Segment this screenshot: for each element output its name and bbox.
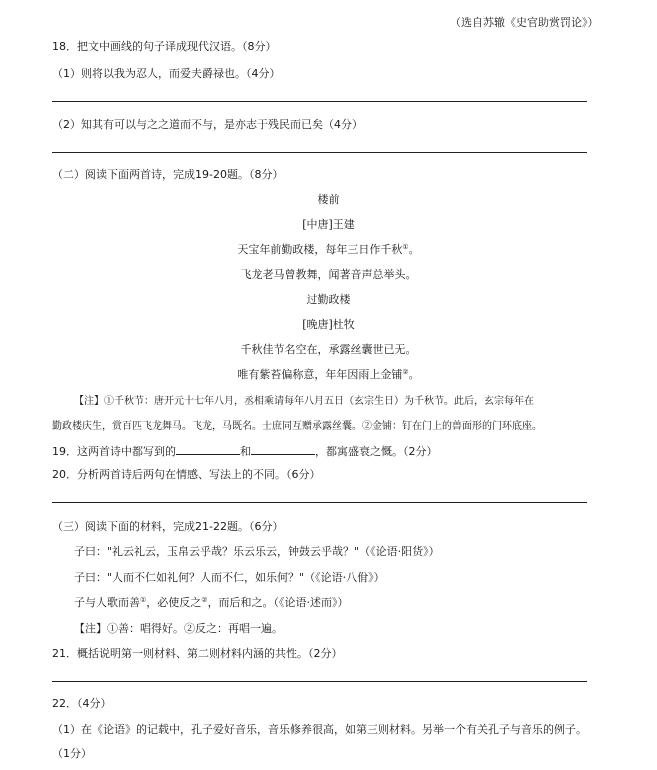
poem-2-line-1: 千秋佳节名空在，承露丝囊世已无。 xyxy=(240,343,417,356)
footnote-mark: ① xyxy=(140,596,147,604)
poem-1-title: 楼前 xyxy=(317,193,340,206)
answer-line xyxy=(52,681,587,682)
material-3: 子与人歌而善①，必使反之②，而后和之。（《论语·述而》） xyxy=(74,596,349,609)
answer-line xyxy=(52,502,587,503)
answer-line xyxy=(52,101,587,102)
poem-1-line-2: 飞龙老马曾教舞，闻著音声总举头。 xyxy=(240,268,417,281)
question-18-sub1: （1）则将以我为忍人，而爱夫爵禄也。（4分） xyxy=(52,67,281,80)
question-22-sub1-score: （1分） xyxy=(52,747,92,760)
material-note: 【注】①善：唱得好。②反之：再唱一遍。 xyxy=(74,622,283,635)
question-21: 21．概括说明第一则材料、第二则材料内涵的共性。（2分） xyxy=(52,647,343,660)
section-2-intro: （二）阅读下面两首诗，完成19-20题。（8分） xyxy=(52,168,284,181)
question-19: 19．这两首诗中都写到的 和 ，都寓盛衰之慨。（2分） xyxy=(52,445,438,458)
question-18-title: 18．把文中画线的句子译成现代汉语。（8分） xyxy=(52,40,277,53)
material-2: 子曰："人而不仁如礼何？人而不仁，如乐何？"（《论语·八佾》） xyxy=(74,571,385,584)
question-18-sub2: （2）知其有可以与之之道而不与，是亦志于残民而已矣（4分） xyxy=(52,118,363,131)
poem-1-line-1: 天宝年前勤政楼，每年三日作千秋①。 xyxy=(237,243,420,256)
section-3-intro: （三）阅读下面的材料，完成21-22题。（6分） xyxy=(52,520,284,533)
footnote-mark: ① xyxy=(402,243,409,251)
question-20: 20．分析两首诗后两句在情感、写法上的不同。（6分） xyxy=(52,468,321,481)
material-1: 子曰："礼云礼云，玉帛云乎哉？乐云乐云，钟鼓云乎哉？"（《论语·阳货》） xyxy=(74,545,440,558)
answer-blank[interactable] xyxy=(176,444,240,455)
poem-note-line-1: 【注】①千秋节：唐开元十七年八月，丞相乘请每年八月五日（玄宗生日）为千秋节。此后，玄宗每年在 xyxy=(74,396,534,407)
question-22-sub1: （1）在《论语》的记载中，孔子爱好音乐，音乐修养很高，如第三则材料。另举一个有关孔子与音乐的例子。 xyxy=(52,723,587,736)
answer-line xyxy=(52,152,587,153)
poem-2-author: [晚唐]杜牧 xyxy=(302,318,355,331)
footnote-mark: ② xyxy=(201,596,208,604)
poem-note-line-2: 勤政楼庆生，赏百匹飞龙舞马。飞龙，马既名。士庶同互赠承露丝囊。②金铺：钉在门上的兽面形的门环底座。 xyxy=(52,421,542,432)
poem-1-author: [中唐]王建 xyxy=(302,218,355,231)
poem-2-line-2: 唯有紫苔偏称意，年年因雨上金铺②。 xyxy=(237,368,420,381)
source-note: （选自苏辙《史官助赏罚论》） xyxy=(450,16,599,29)
poem-2-title: 过勤政楼 xyxy=(306,293,351,306)
footnote-mark: ② xyxy=(402,368,409,376)
question-22: 22．（4分） xyxy=(52,697,112,710)
answer-blank[interactable] xyxy=(251,444,315,455)
